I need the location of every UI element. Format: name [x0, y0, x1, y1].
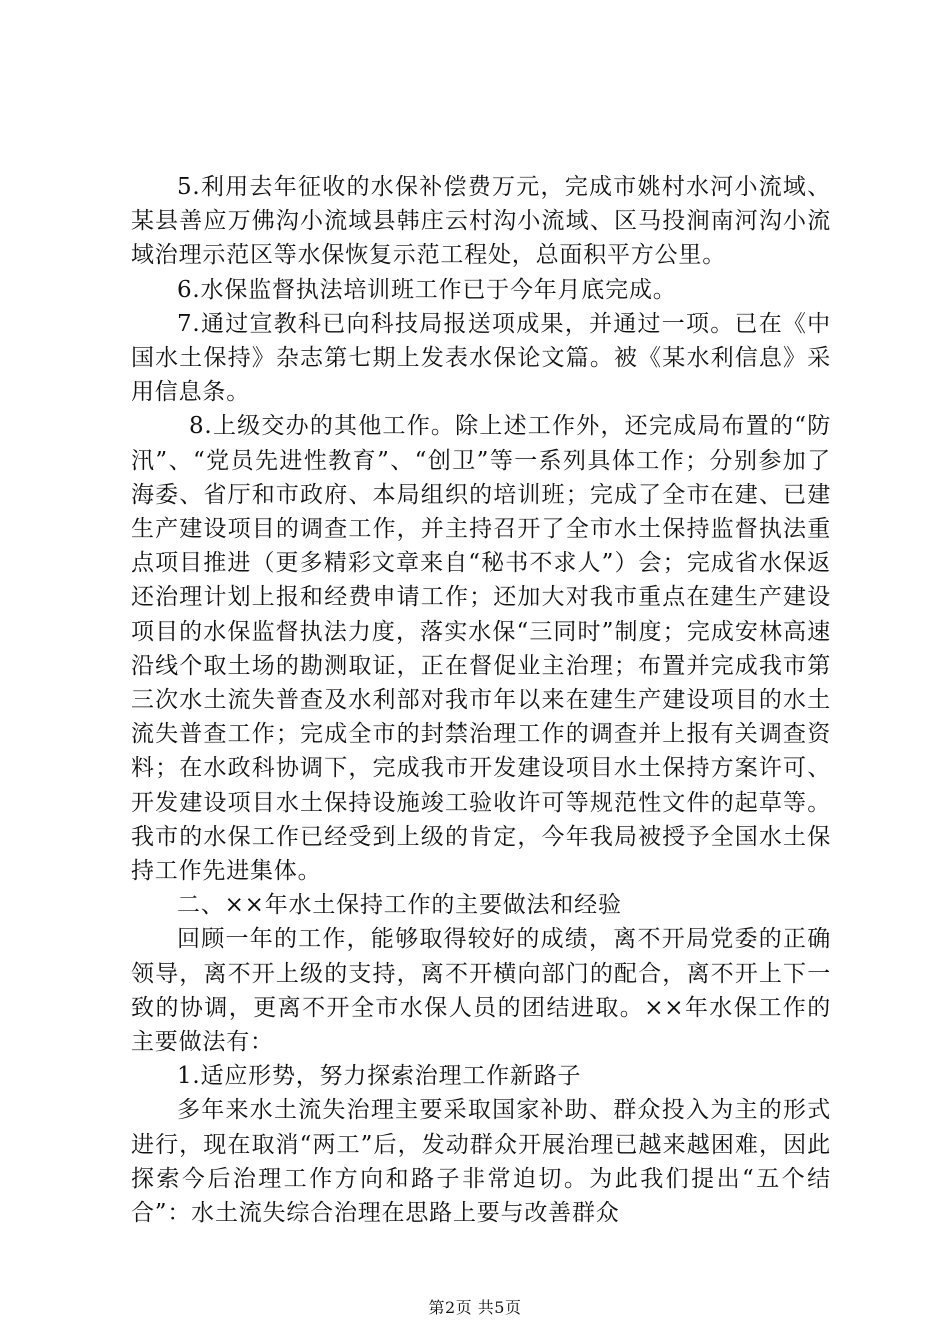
paragraph-review: 回顾一年的工作，能够取得较好的成绩，离不开局党委的正确领导，离不开上级的支持，离不开横向部门的配合，离不开上下一致的协调，更离不开全市水保人员的团结进取。××年水保工作的主要做法有：	[131, 926, 831, 1056]
paragraph-practice: 多年来水土流失治理主要采取国家补助、群众投入为主的形式进行，现在取消“两工”后，发动群众开展治理已越来越困难，因此探索今后治理工作方向和路子非常迫切。为此我们提出“五个结合”：水土流失综合治理在思路上要与改善群众	[131, 1097, 831, 1227]
page-number-footer: 第2页 共5页	[428, 1298, 522, 1317]
document-body	[131, 170, 831, 1230]
section-heading: 二、××年水土保持工作的主要做法和经验	[177, 892, 622, 919]
paragraph-item-8: 8.上级交办的其他工作。除上述工作外，还完成局布置的“防汛”、“党员先进性教育”、“创卫”等一系列具体工作；分别参加了海委、省厅和市政府、本局组织的培训班；完成了全市在建、已建生产建设项目的调查工作，并主持召开了全市水土保持监督执法重点项目推进（更多精彩文章来自“秘书不求人”）会；完成省水保返还治理计划上报和经费申请工作；还加大对我市重点在建生产建设项目的水保监督执法力度，落实水保“三同时”制度；完成安林高速沿线个取土场的勘测取证，正在督促业主治理；布置并完成我市第三次水土流失普查及水利部对我市年以来在建生产建设项目的水土流失普查工作；完成全市的封禁治理工作的调查并上报有关调查资料；在水政科协调下，完成我市开发建设项目水土保持方案许可、开发建设项目水土保持设施竣工验收许可等规范性文件的起草等。我市的水保工作已经受到上级的肯定，今年我局被授予全国水土保持工作先进集体。	[131, 413, 831, 885]
paragraph-item-6: 6.水保监督执法培训班工作已于今年月底完成。	[177, 276, 677, 303]
subheading-item-1: 1.适应形势，努力探索治理工作新路子	[177, 1063, 582, 1090]
paragraph-item-7: 7.通过宣教科已向科技局报送项成果，并通过一项。已在《中国水土保持》杂志第七期上发表水保论文篇。被《某水利信息》采用信息条。	[131, 310, 831, 406]
paragraph-item-5: 5.利用去年征收的水保补偿费万元，完成市姚村水河小流域、某县善应万佛沟小流域县韩庄云村沟小流域、区马投涧南河沟小流域治理示范区等水保恢复示范工程处，总面积平方公里。	[131, 174, 831, 269]
